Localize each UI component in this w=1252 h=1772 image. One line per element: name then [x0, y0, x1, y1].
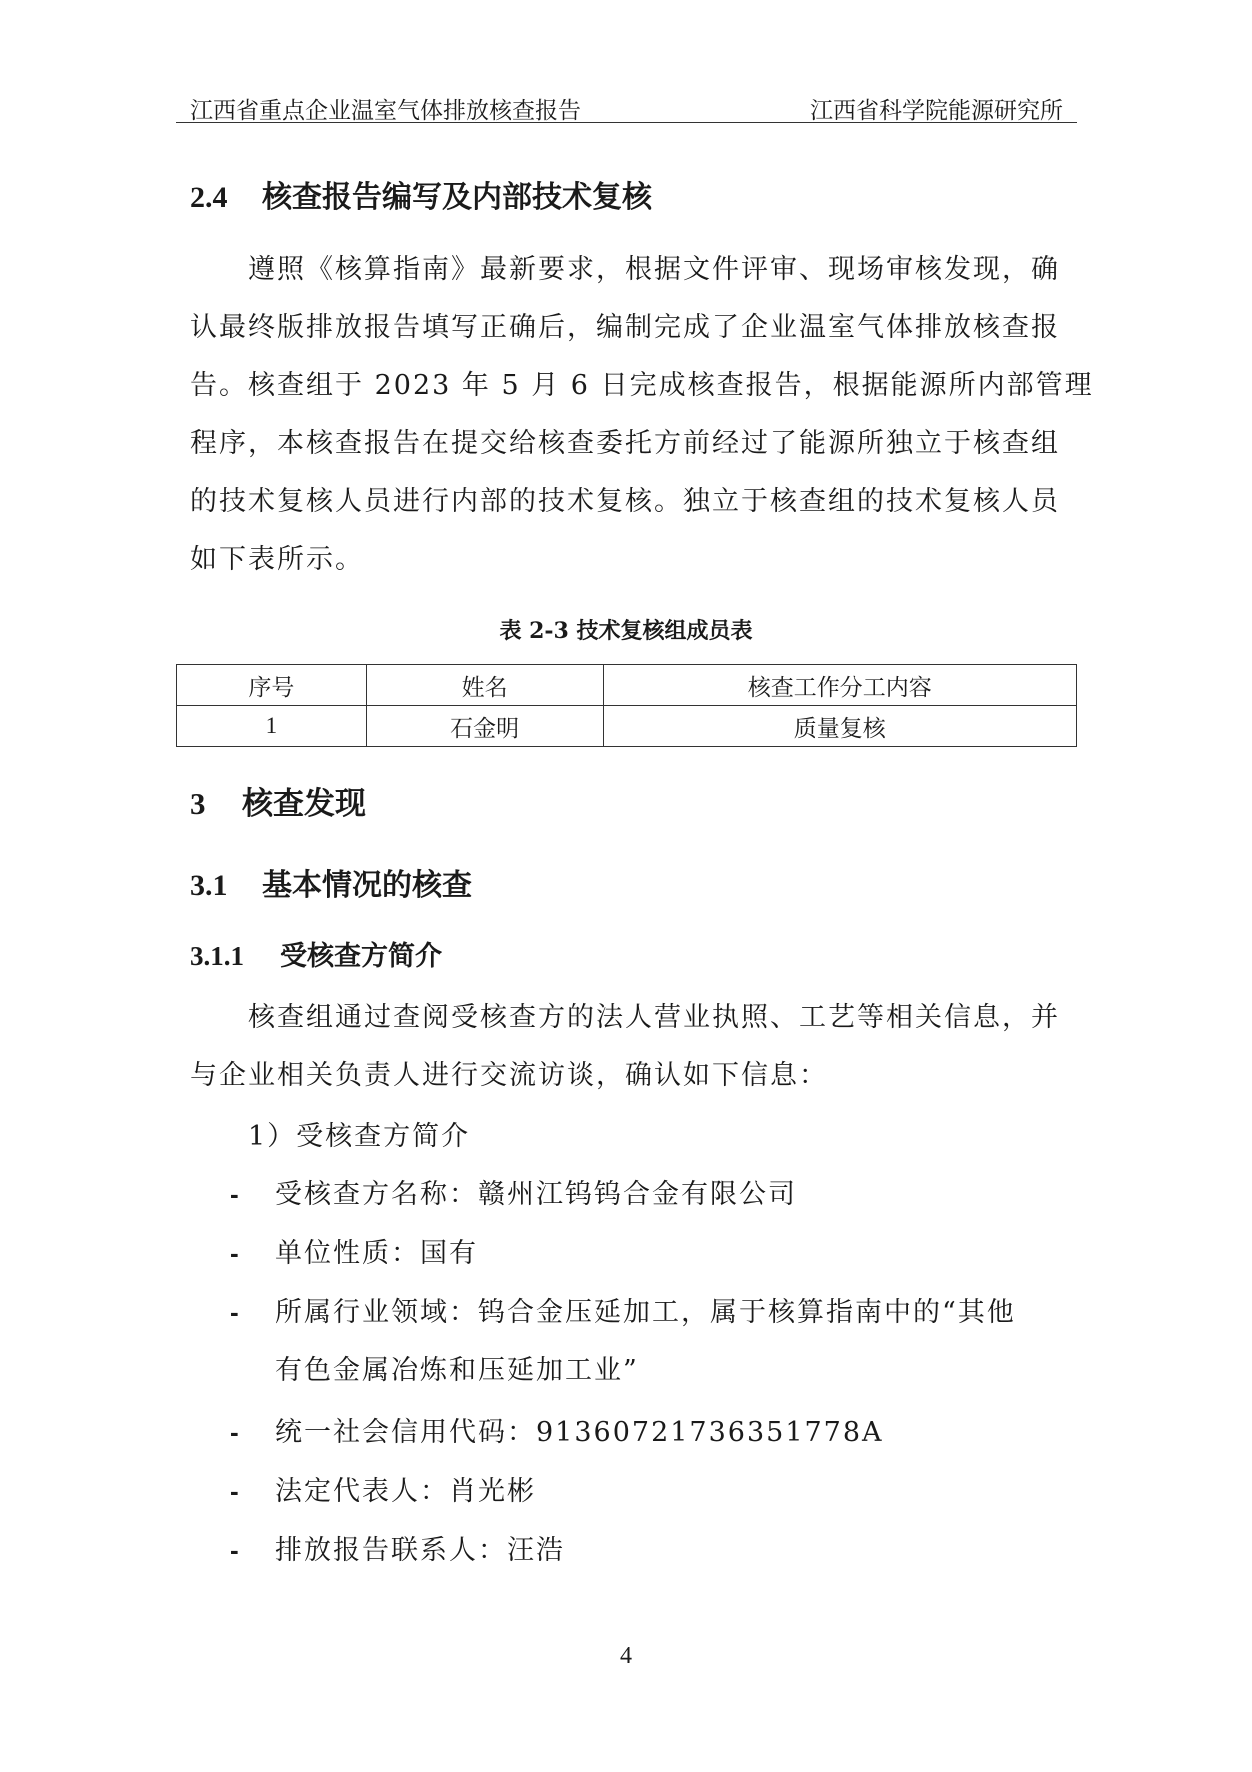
page-number: 4 — [620, 1643, 632, 1669]
bullet-item — [230, 1469, 536, 1508]
table-cell: 质量复核 — [603, 706, 1076, 747]
table-cell: 1 — [177, 706, 367, 747]
bullet-item — [230, 1528, 565, 1567]
paragraph-line: 核查组通过查阅受核查方的法人营业执照、工艺等相关信息，并 — [248, 1002, 1060, 1033]
dash-marker: - — [230, 1476, 241, 1506]
paragraph-line: 程序，本核查报告在提交给核查委托方前经过了能源所独立于核查组 — [190, 428, 1060, 459]
table-header-cell: 姓名 — [366, 665, 603, 706]
table-row — [177, 706, 1077, 747]
review-team-table — [176, 664, 1077, 747]
bullet-text: 法定代表人：肖光彬 — [275, 1476, 536, 1507]
paragraph-line: 如下表所示。 — [190, 544, 364, 575]
sub-heading: 1）受核查方简介 — [248, 1121, 471, 1152]
table-cell: 石金明 — [366, 706, 603, 747]
section-title: 核查报告编写及内部技术复核 — [262, 180, 652, 215]
running-header-right: 江西省科学院能源研究所 — [810, 98, 1063, 124]
section-number: 2.4 — [190, 181, 228, 214]
bullet-item — [230, 1172, 797, 1211]
section-3-1-1-heading — [190, 934, 442, 973]
paragraph-line: 认最终版排放报告填写正确后，编制完成了企业温室气体排放核查报 — [190, 312, 1060, 343]
paragraph-line: 告。核查组于 2023 年 5 月 6 日完成核查报告，根据能源所内部管理 — [190, 370, 1094, 401]
dash-marker: - — [230, 1179, 241, 1209]
section-3-1-heading — [190, 860, 472, 904]
section-number: 3 — [190, 786, 206, 821]
dash-marker: - — [230, 1297, 241, 1327]
bullet-item — [230, 1290, 1016, 1329]
dash-marker: - — [230, 1238, 241, 1268]
paragraph-line: 遵照《核算指南》最新要求，根据文件评审、现场审核发现，确 — [248, 254, 1060, 285]
table-header-cell: 序号 — [177, 665, 367, 706]
table-caption: 表 2-3 技术复核组成员表 — [499, 618, 753, 644]
bullet-text: 单位性质：国有 — [275, 1238, 478, 1269]
header-divider — [176, 122, 1077, 123]
bullet-text: 有色金属冶炼和压延加工业” — [275, 1355, 639, 1386]
bullet-text: 统一社会信用代码：91360721736351778A — [275, 1417, 884, 1448]
bullet-item — [230, 1410, 884, 1449]
bullet-item — [230, 1231, 478, 1270]
dash-marker: - — [230, 1535, 241, 1565]
section-number: 3.1 — [190, 869, 228, 902]
table-header-cell: 核查工作分工内容 — [603, 665, 1076, 706]
paragraph-line: 与企业相关负责人进行交流访谈，确认如下信息： — [190, 1060, 828, 1091]
bullet-text: 排放报告联系人：汪浩 — [275, 1535, 565, 1566]
running-header-left: 江西省重点企业温室气体排放核查报告 — [190, 98, 581, 124]
section-2-4-heading — [190, 172, 652, 216]
bullet-text: 所属行业领域：钨合金压延加工，属于核算指南中的“其他 — [275, 1297, 1016, 1328]
table-header-row — [177, 665, 1077, 706]
bullet-item-continuation — [230, 1348, 639, 1387]
section-title: 受核查方简介 — [280, 941, 442, 972]
section-3-heading — [190, 778, 366, 823]
paragraph-line: 的技术复核人员进行内部的技术复核。独立于核查组的技术复核人员 — [190, 486, 1060, 517]
dash-marker: - — [230, 1417, 241, 1447]
section-title: 基本情况的核查 — [262, 868, 472, 903]
section-number: 3.1.1 — [190, 941, 244, 971]
bullet-text: 受核查方名称：赣州江钨钨合金有限公司 — [275, 1179, 797, 1210]
section-title: 核查发现 — [242, 786, 366, 822]
